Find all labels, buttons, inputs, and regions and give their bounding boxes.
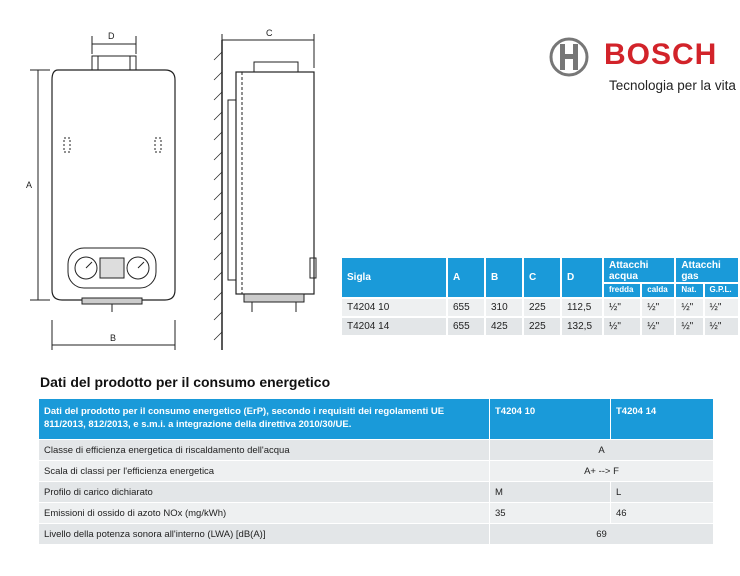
table-cell: M (490, 482, 610, 502)
energy-header-desc: Dati del prodotto per il consumo energetico (ErP), secondo i requisiti dei regolamenti UE 811/2013, 812/2013, e s.m.i. a integrazione della direttiva 2010/30/UE. (39, 399, 489, 439)
table-cell (705, 284, 739, 297)
dim-label-a: A (26, 180, 33, 190)
table-cell: 112,5 (562, 299, 602, 316)
table-cell: Scala di classi per l'efficienza energetica (39, 461, 489, 481)
table-cell: 310 (486, 299, 522, 316)
table-cell: 46 (611, 503, 713, 523)
table-cell: T4204 10 (342, 299, 446, 316)
table-cell: 69 (490, 524, 713, 544)
header-attacchi-acqua: Attacchi acqua (604, 258, 674, 282)
section-title: Dati del prodotto per il consumo energetico (40, 374, 331, 390)
table-row (39, 524, 713, 544)
table-row (39, 440, 713, 460)
table-row (342, 299, 738, 316)
table-cell: ½" (705, 318, 739, 335)
table-cell (604, 284, 640, 297)
table-cell: L (611, 482, 713, 502)
table-cell: ½" (676, 318, 702, 335)
table-cell: 655 (448, 299, 484, 316)
table-cell: ½" (604, 299, 640, 316)
table-cell: Profilo di carico dichiarato (39, 482, 489, 502)
table-cell: ½" (604, 318, 640, 335)
table-cell: 132,5 (562, 318, 602, 335)
energy-header-col2: T4204 14 (611, 399, 713, 439)
header-gpl: G.P.L. (709, 285, 732, 294)
table-row (39, 482, 713, 502)
table-cell: Emissioni di ossido di azoto NOx (mg/kWh) (39, 503, 489, 523)
table-cell: 35 (490, 503, 610, 523)
header-nat: Nat. (681, 285, 697, 294)
table-cell: ½" (676, 299, 702, 316)
table-cell: ½" (642, 318, 674, 335)
header-attacchi-gas: Attacchi gas (676, 258, 738, 282)
brand-tagline: Tecnologia per la vita (609, 78, 736, 93)
table-row (39, 503, 713, 523)
table-row (39, 461, 713, 481)
table-row (342, 318, 738, 335)
header-calda: calda (647, 285, 668, 294)
header-fredda: fredda (609, 285, 634, 294)
table-cell: A (490, 440, 713, 460)
dimensions-table (340, 256, 740, 337)
table-cell (676, 284, 702, 297)
energy-header-col1: T4204 10 (490, 399, 610, 439)
table-cell (642, 284, 674, 297)
dim-label-b: B (110, 333, 117, 343)
table-cell: 225 (524, 299, 560, 316)
brand-name: BOSCH (604, 38, 718, 71)
table-cell: Livello della potenza sonora all'interno (LWA) [dB(A)] (39, 524, 489, 544)
header-sigla: Sigla (342, 258, 446, 297)
header-c: C (524, 258, 560, 297)
table-cell: ½" (642, 299, 674, 316)
energy-table (38, 398, 714, 545)
table-cell: 425 (486, 318, 522, 335)
table-cell: T4204 14 (342, 318, 446, 335)
table-cell: A+ --> F (490, 461, 713, 481)
header-b: B (486, 258, 522, 297)
table-cell: Classe di efficienza energetica di riscaldamento dell'acqua (39, 440, 489, 460)
dim-label-c: C (266, 28, 273, 38)
table-cell: 225 (524, 318, 560, 335)
header-d: D (562, 258, 602, 297)
table-cell: ½" (705, 299, 739, 316)
dim-label-d: D (108, 31, 115, 41)
table-cell: 655 (448, 318, 484, 335)
header-a: A (448, 258, 484, 297)
